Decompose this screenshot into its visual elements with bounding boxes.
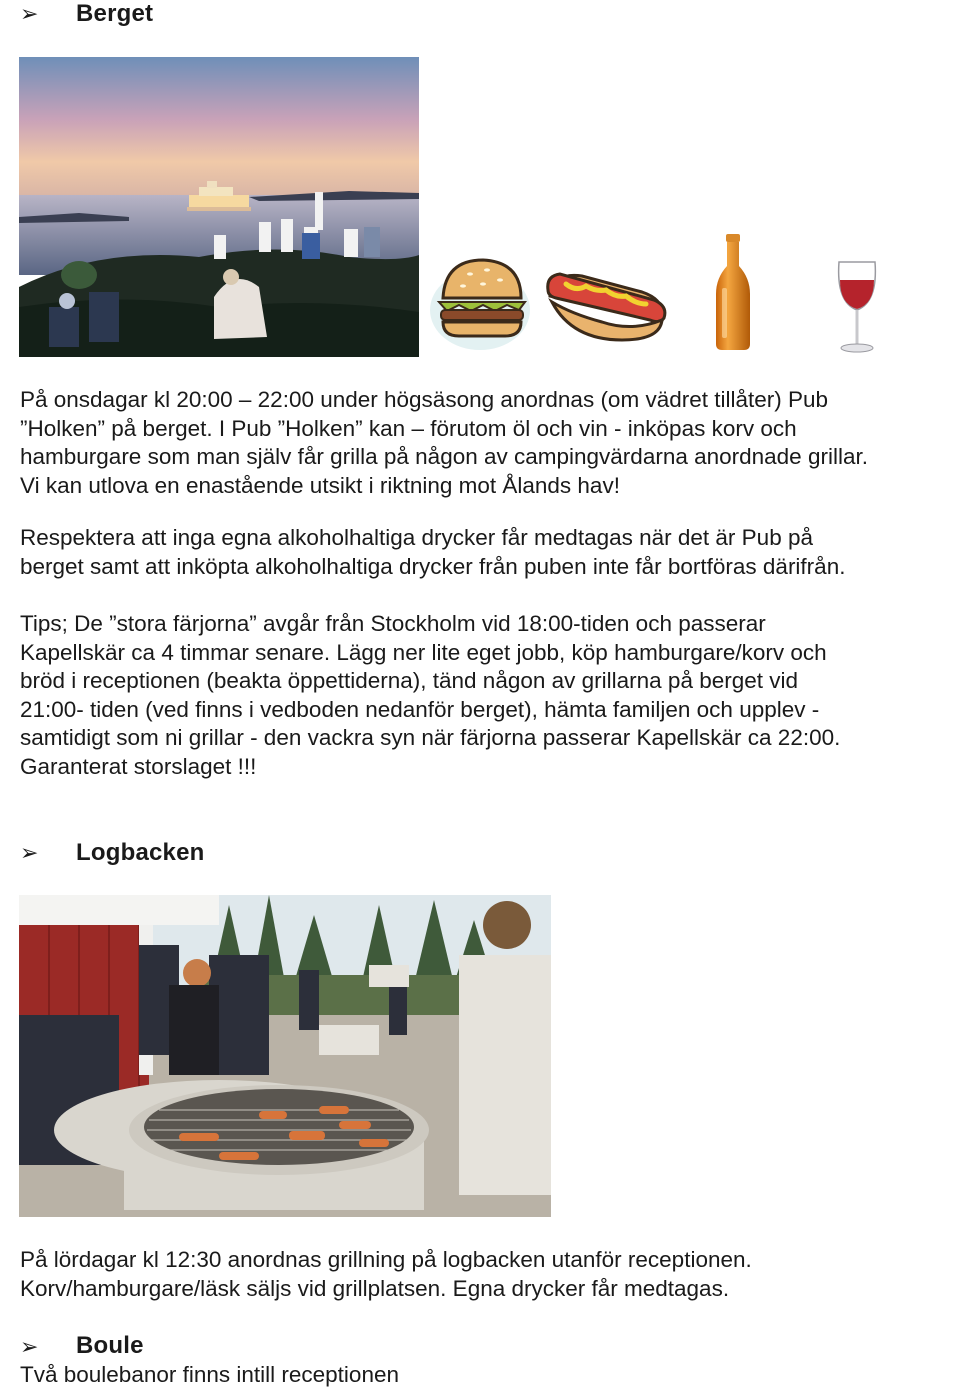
text-line: På lördagar kl 12:30 anordnas grillning på logbacken utanför receptionen.	[20, 1247, 752, 1272]
logbacken-paragraph	[20, 1246, 752, 1303]
berget-paragraph-3	[20, 610, 840, 782]
wine-glass-icon	[834, 258, 880, 354]
bullet-arrow-icon: ➢	[20, 1334, 39, 1359]
text-line: Kapellskär ca 4 timmar senare. Lägg ner lite eget jobb, köp hamburgare/korv och	[20, 639, 827, 665]
section-heading-logbacken: Logbacken	[76, 839, 205, 866]
berget-paragraph-2	[20, 524, 845, 581]
beer-bottle-icon	[712, 232, 754, 352]
section-heading-boule: Boule	[76, 1332, 144, 1359]
text-line: samtidigt som ni grillar - den vackra syn när färjorna passerar Kapellskär ca 22:00.	[20, 725, 841, 751]
text-line: berget samt att inköpta alkoholhaltiga drycker från puben inte får bortföras därifrån.	[20, 553, 846, 579]
text-line: Vi kan utlova en enastående utsikt i riktning mot Ålands hav!	[20, 472, 620, 498]
boule-text: Två boulebanor finns intill receptionen	[20, 1362, 399, 1387]
text-line: 21:00- tiden (ved finns i vedboden nedanför berget), hämta familjen och upplev -	[20, 696, 820, 722]
photo-sunset-ferry	[19, 57, 419, 357]
section-heading-berget: Berget	[76, 0, 154, 27]
bullet-arrow-icon: ➢	[20, 1, 39, 26]
text-line: Tips; De ”stora färjorna” avgår från Stockholm vid 18:00-tiden och passerar	[20, 611, 766, 636]
berget-paragraph-1	[20, 386, 868, 500]
bullet-arrow-icon: ➢	[20, 840, 39, 865]
text-line: På onsdagar kl 20:00 – 22:00 under högsäsong anordnas (om vädret tillåter) Pub	[20, 387, 829, 412]
text-line: Korv/hamburgare/läsk säljs vid grillplatsen. Egna drycker får medtagas.	[20, 1275, 730, 1301]
hamburger-icon	[425, 250, 535, 355]
text-line: ”Holken” på berget. I Pub ”Holken” kan – förutom öl och vin - inköpas korv och	[20, 415, 797, 441]
text-line: Respektera att inga egna alkoholhaltiga drycker får medtagas när det är Pub på	[20, 525, 813, 550]
hotdog-icon	[542, 262, 670, 346]
photo-grill-party	[19, 895, 551, 1217]
text-line: bröd i receptionen (beakta öppettiderna), tänd någon av grillarna på berget vid	[20, 668, 799, 694]
text-line: hamburgare som man själv får grilla på någon av campingvärdarna anordnade grillar.	[20, 444, 868, 470]
text-line: Garanterat storslaget !!!	[20, 753, 257, 779]
